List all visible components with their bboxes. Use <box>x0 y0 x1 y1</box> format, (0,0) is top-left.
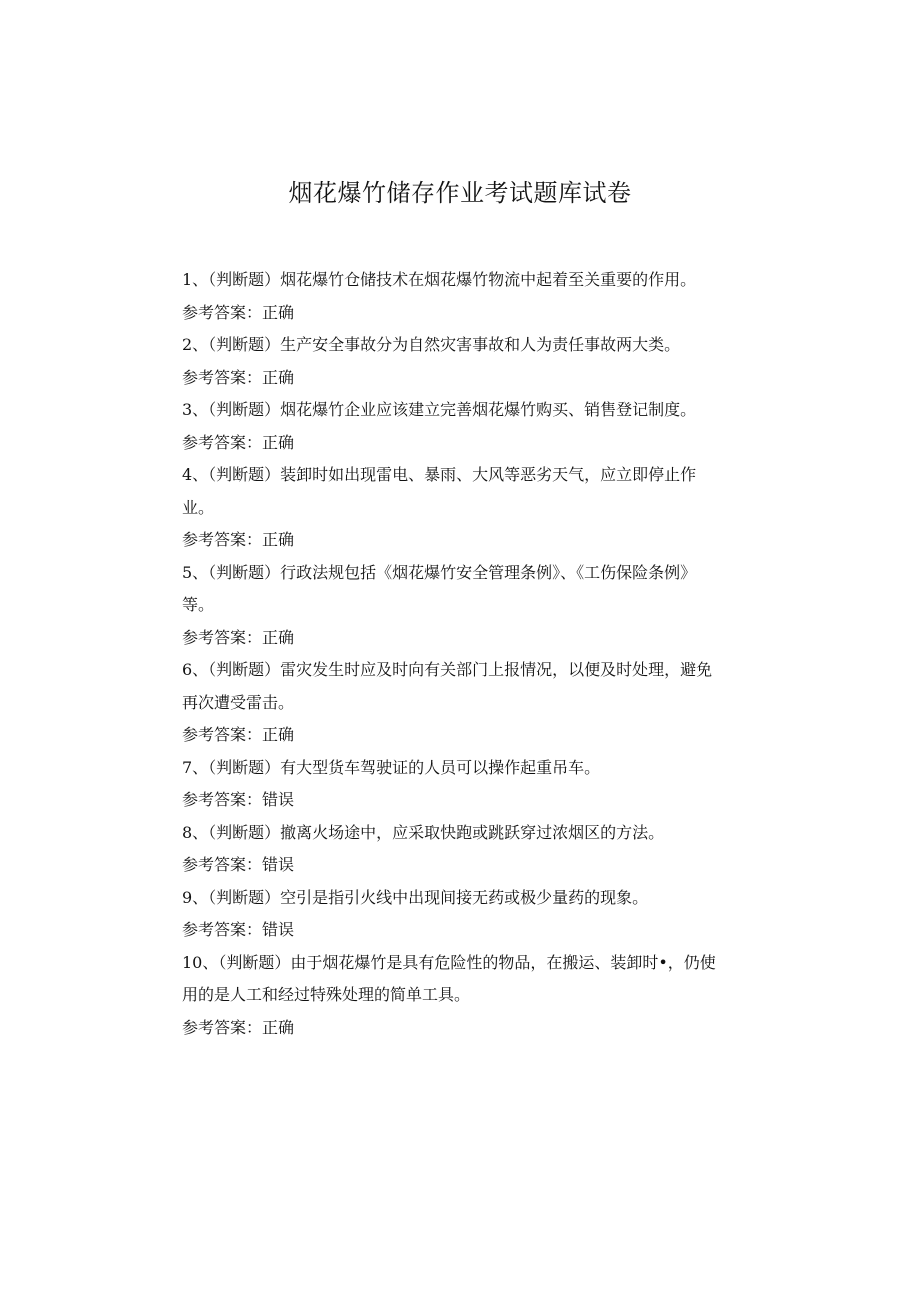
question-item <box>182 329 722 394</box>
question-text: 3、（判断题）烟花爆竹企业应该建立完善烟花爆竹购买、销售登记制度。 <box>182 400 697 419</box>
question-text: 5、（判断题）行政法规包括《烟花爆竹安全管理条例》、《工伤保险条例》等。 <box>182 562 697 614</box>
question-text: 6、（判断题）雷灾发生时应及时向有关部门上报情况，以便及时处理，避免再次遭受雷击。 <box>182 660 713 712</box>
question-item <box>182 557 722 655</box>
question-text: 2、（判断题）生产安全事故分为自然灾害事故和人为责任事故两大类。 <box>182 335 681 354</box>
question-list <box>182 264 722 1044</box>
answer-text: 参考答案：正确 <box>182 367 295 387</box>
answer-text: 参考答案：错误 <box>182 920 295 939</box>
question-item <box>182 752 722 817</box>
question-text: 9、（判断题）空引是指引火线中出现间接无药或极少量药的现象。 <box>182 887 649 907</box>
question-item <box>182 394 722 459</box>
page-title: 烟花爆竹储存作业考试题库试卷 <box>288 179 632 207</box>
answer-text: 参考答案：正确 <box>182 530 295 549</box>
answer-text: 参考答案：正确 <box>182 432 295 452</box>
answer-text: 参考答案：正确 <box>182 1017 295 1037</box>
question-item <box>182 882 722 947</box>
question-text: 7、（判断题）有大型货车驾驶证的人员可以操作起重吊车。 <box>182 757 601 777</box>
question-text: 8、（判断题）撤离火场途中，应采取快跑或跳跃穿过浓烟区的方法。 <box>182 822 665 842</box>
question-item <box>182 947 722 1045</box>
question-item <box>182 654 722 752</box>
answer-text: 参考答案：正确 <box>182 627 295 647</box>
question-item <box>182 459 722 557</box>
question-text: 4、（判断题）装卸时如出现雷电、暴雨、大风等恶劣天气，应立即停止作业。 <box>182 465 697 517</box>
question-item <box>182 264 722 329</box>
question-text: 10、（判断题）由于烟花爆竹是具有危险性的物品，在搬运、装卸时•，仍使用的是人工和经过特殊处理的简单工具。 <box>182 952 716 1004</box>
answer-text: 参考答案：正确 <box>182 302 295 322</box>
question-item <box>182 817 722 882</box>
answer-text: 参考答案：正确 <box>182 725 295 744</box>
answer-text: 参考答案：错误 <box>182 855 295 874</box>
answer-text: 参考答案：错误 <box>182 790 295 809</box>
question-text: 1、（判断题）烟花爆竹仓储技术在烟花爆竹物流中起着至关重要的作用。 <box>182 270 697 289</box>
